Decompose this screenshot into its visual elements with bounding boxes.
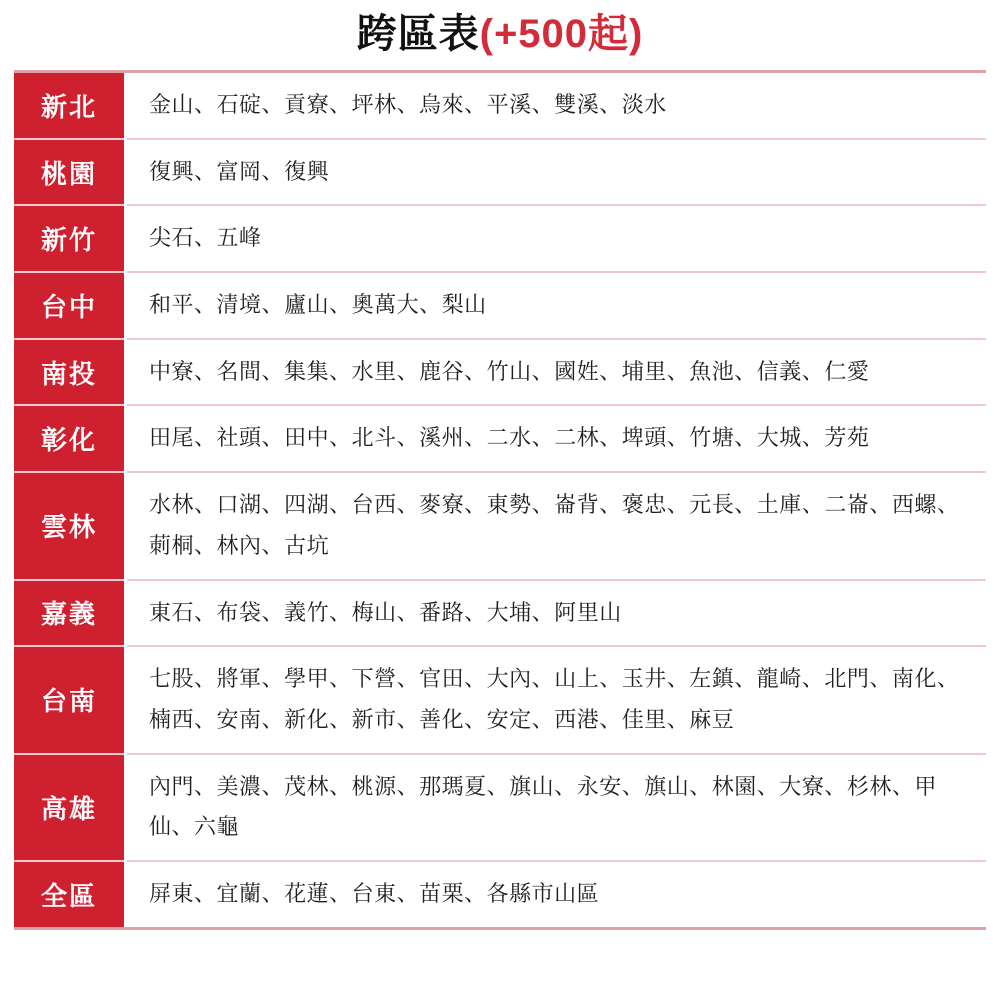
zone-name-cell: 台南 — [14, 646, 126, 753]
area-item: 義竹 — [284, 599, 330, 625]
table-row — [14, 861, 986, 927]
zone-table-wrapper — [14, 70, 986, 930]
area-item: 甲仙 — [149, 773, 937, 840]
area-item: 各縣市山區 — [486, 880, 600, 906]
area-item: 名間 — [216, 358, 262, 384]
area-separator: 、 — [531, 92, 555, 117]
area-item: 下營 — [351, 666, 397, 692]
area-separator: 、 — [329, 425, 352, 451]
area-item: 七股 — [149, 666, 195, 692]
area-item: 安南 — [216, 706, 262, 732]
area-item: 南化 — [891, 666, 937, 692]
area-separator: 、 — [396, 358, 420, 384]
area-item: 金山 — [149, 92, 195, 117]
area-separator: 、 — [801, 358, 825, 384]
area-item: 玉井 — [621, 666, 667, 692]
area-item: 國姓 — [554, 358, 600, 384]
area-separator: 、 — [734, 492, 757, 518]
area-item: 楠西 — [149, 706, 195, 732]
area-separator: 、 — [599, 425, 622, 451]
area-separator: 、 — [936, 492, 960, 518]
area-item: 六龜 — [194, 814, 240, 840]
table-row — [14, 472, 986, 579]
area-item: 石碇 — [216, 92, 262, 117]
area-separator: 、 — [666, 492, 690, 518]
zone-area-list-cell — [126, 405, 987, 472]
area-item: 竹塘 — [689, 425, 735, 451]
area-separator: 、 — [194, 358, 217, 384]
area-item: 北斗 — [351, 425, 397, 451]
area-item: 口湖 — [216, 492, 262, 518]
zone-name-cell: 台中 — [14, 272, 126, 339]
area-item: 大城 — [756, 425, 802, 451]
area-item: 大寮 — [779, 773, 825, 799]
area-separator: 、 — [599, 666, 622, 692]
area-item: 那瑪夏 — [419, 773, 487, 799]
area-separator: 、 — [194, 666, 217, 692]
area-item: 二水 — [486, 425, 532, 451]
area-separator: 、 — [194, 599, 217, 625]
area-separator: 、 — [599, 492, 622, 518]
zone-area-list-cell — [126, 646, 987, 753]
area-item: 二崙 — [824, 492, 870, 518]
area-separator: 、 — [261, 292, 285, 318]
area-item: 埔里 — [621, 358, 667, 384]
area-separator: 、 — [531, 492, 555, 518]
area-item: 貢寮 — [284, 92, 330, 117]
area-separator: 、 — [464, 492, 487, 518]
area-item: 奧萬大 — [351, 292, 420, 318]
area-item: 溪州 — [419, 425, 465, 451]
area-separator: 、 — [666, 358, 690, 384]
table-row — [14, 73, 986, 139]
area-separator: 、 — [194, 773, 217, 799]
area-item: 雙溪 — [554, 92, 600, 117]
area-item: 麥寮 — [419, 492, 465, 518]
area-item: 西螺 — [891, 492, 937, 518]
area-separator: 、 — [824, 773, 847, 799]
area-item: 平溪 — [486, 92, 532, 117]
area-item: 梅山 — [351, 599, 397, 625]
area-separator: 、 — [329, 599, 352, 625]
zone-name-cell: 桃園 — [14, 139, 126, 206]
area-item: 二林 — [554, 425, 600, 451]
area-item: 桃源 — [351, 773, 397, 799]
area-separator: 、 — [329, 773, 352, 799]
area-separator: 、 — [194, 880, 217, 906]
zone-area-list-cell — [126, 754, 987, 861]
area-separator: 、 — [464, 358, 487, 384]
area-separator: 、 — [464, 425, 487, 451]
area-separator: 、 — [194, 292, 217, 318]
zone-table-body — [14, 73, 986, 927]
area-item: 佳里 — [621, 706, 667, 732]
area-separator: 、 — [194, 532, 217, 558]
area-item: 鹿谷 — [419, 358, 465, 384]
zone-area-list-cell — [126, 580, 987, 647]
area-separator: 、 — [396, 706, 420, 732]
table-row — [14, 205, 986, 272]
area-item: 苗栗 — [419, 880, 465, 906]
area-separator: 、 — [396, 92, 420, 117]
zone-table — [14, 73, 986, 927]
area-separator: 、 — [396, 599, 420, 625]
zone-area-list-cell — [126, 205, 987, 272]
zone-area-list-cell — [126, 861, 987, 927]
area-separator: 、 — [419, 292, 442, 318]
area-separator: 、 — [666, 666, 690, 692]
area-separator: 、 — [329, 292, 352, 318]
area-item: 廬山 — [284, 292, 330, 318]
area-separator: 、 — [194, 92, 217, 117]
area-item: 茂林 — [284, 773, 330, 799]
area-item: 和平 — [149, 292, 195, 318]
area-item: 台西 — [351, 492, 397, 518]
table-row — [14, 580, 986, 647]
area-item: 新市 — [351, 706, 397, 732]
page-title-accent: (+500起) — [479, 12, 644, 56]
area-separator: 、 — [194, 492, 217, 518]
area-item: 左鎮 — [689, 666, 735, 692]
area-separator: 、 — [891, 773, 915, 799]
area-separator: 、 — [329, 358, 352, 384]
area-separator: 、 — [666, 425, 690, 451]
area-separator: 、 — [531, 666, 555, 692]
area-separator: 、 — [801, 425, 825, 451]
area-separator: 、 — [194, 425, 217, 451]
area-separator: 、 — [396, 880, 420, 906]
area-separator: 、 — [194, 225, 217, 251]
area-item: 麻豆 — [689, 706, 735, 732]
area-item: 四湖 — [284, 492, 330, 518]
area-item: 將軍 — [216, 666, 262, 692]
area-item: 仁愛 — [824, 358, 870, 384]
area-separator: 、 — [464, 666, 487, 692]
area-separator: 、 — [396, 425, 420, 451]
area-separator: 、 — [734, 358, 757, 384]
table-row — [14, 339, 986, 406]
area-separator: 、 — [261, 599, 285, 625]
area-separator: 、 — [261, 666, 285, 692]
area-item: 社頭 — [216, 425, 262, 451]
area-item: 東石 — [149, 599, 195, 625]
area-item: 水里 — [351, 358, 397, 384]
area-item: 美濃 — [216, 773, 262, 799]
zone-area-list-cell — [126, 73, 987, 139]
area-item: 田中 — [284, 425, 330, 451]
area-item: 林內 — [216, 532, 262, 558]
area-item: 番路 — [419, 599, 465, 625]
area-separator: 、 — [621, 773, 645, 799]
area-separator: 、 — [261, 492, 285, 518]
area-item: 尖石 — [149, 225, 195, 251]
area-separator: 、 — [329, 666, 352, 692]
zone-name-cell: 南投 — [14, 339, 126, 406]
area-separator: 、 — [734, 666, 757, 692]
area-item: 信義 — [756, 358, 802, 384]
area-item: 梨山 — [441, 292, 487, 318]
area-item: 魚池 — [689, 358, 735, 384]
area-item: 屏東 — [149, 880, 195, 906]
area-item: 烏來 — [419, 92, 465, 117]
page-title — [0, 0, 1000, 70]
area-separator: 、 — [464, 599, 487, 625]
area-item: 大內 — [486, 666, 532, 692]
area-separator: 、 — [464, 92, 487, 117]
area-item: 林園 — [711, 773, 757, 799]
zone-name-cell: 新北 — [14, 73, 126, 139]
area-item: 宜蘭 — [216, 880, 262, 906]
zone-area-list-cell — [126, 339, 987, 406]
area-item: 土庫 — [756, 492, 802, 518]
table-row — [14, 139, 986, 206]
area-item: 莿桐 — [149, 532, 195, 558]
area-item: 埤頭 — [621, 425, 667, 451]
area-separator: 、 — [464, 880, 487, 906]
area-item: 布袋 — [216, 599, 262, 625]
area-item: 旗山 — [644, 773, 690, 799]
area-separator: 、 — [171, 814, 195, 840]
area-separator: 、 — [756, 773, 780, 799]
area-separator: 、 — [599, 92, 622, 117]
area-separator: 、 — [261, 358, 285, 384]
area-separator: 、 — [261, 532, 285, 558]
area-separator: 、 — [689, 773, 712, 799]
area-item: 花蓮 — [284, 880, 330, 906]
area-item: 學甲 — [284, 666, 330, 692]
table-row — [14, 754, 986, 861]
area-item: 褒忠 — [621, 492, 667, 518]
area-separator: 、 — [531, 358, 555, 384]
area-separator: 、 — [531, 706, 555, 732]
area-separator: 、 — [486, 773, 510, 799]
area-item: 永安 — [576, 773, 622, 799]
area-separator: 、 — [329, 92, 352, 117]
area-separator: 、 — [531, 599, 555, 625]
area-item: 大埔 — [486, 599, 532, 625]
area-separator: 、 — [531, 425, 555, 451]
area-item: 西港 — [554, 706, 600, 732]
area-separator: 、 — [396, 492, 420, 518]
area-item: 復興 — [149, 158, 195, 184]
area-separator: 、 — [734, 425, 757, 451]
zone-name-cell: 全區 — [14, 861, 126, 927]
area-item: 龍崎 — [756, 666, 802, 692]
zone-area-list-cell — [126, 472, 987, 579]
zone-name-cell: 彰化 — [14, 405, 126, 472]
area-separator: 、 — [329, 492, 352, 518]
area-separator: 、 — [194, 706, 217, 732]
zone-name-cell: 高雄 — [14, 754, 126, 861]
area-separator: 、 — [329, 880, 352, 906]
zone-name-cell: 雲林 — [14, 472, 126, 579]
area-separator: 、 — [869, 492, 892, 518]
area-separator: 、 — [261, 92, 285, 117]
area-item: 元長 — [689, 492, 735, 518]
area-item: 五峰 — [216, 225, 262, 251]
area-separator: 、 — [194, 158, 217, 184]
area-item: 淡水 — [621, 92, 667, 117]
page-title-main: 跨區表 — [356, 12, 480, 56]
area-item: 台東 — [351, 880, 397, 906]
area-item: 內門 — [149, 773, 195, 799]
area-item: 阿里山 — [554, 599, 622, 625]
area-item: 旗山 — [509, 773, 555, 799]
area-separator: 、 — [396, 666, 420, 692]
area-separator: 、 — [666, 706, 690, 732]
area-separator: 、 — [261, 880, 285, 906]
area-item: 安定 — [486, 706, 532, 732]
area-separator: 、 — [261, 425, 285, 451]
area-item: 水林 — [149, 492, 195, 518]
area-item: 東勢 — [486, 492, 532, 518]
zone-area-list-cell — [126, 272, 987, 339]
area-item: 古坑 — [284, 532, 330, 558]
area-separator: 、 — [261, 158, 285, 184]
zone-name-cell: 新竹 — [14, 205, 126, 272]
area-item: 清境 — [216, 292, 262, 318]
area-separator: 、 — [464, 706, 487, 732]
area-item: 富岡 — [216, 158, 262, 184]
table-row — [14, 646, 986, 753]
area-separator: 、 — [599, 706, 622, 732]
area-separator: 、 — [554, 773, 577, 799]
area-separator: 、 — [261, 773, 285, 799]
area-separator: 、 — [936, 666, 960, 692]
area-item: 善化 — [419, 706, 465, 732]
area-separator: 、 — [599, 358, 622, 384]
area-item: 復興 — [284, 158, 330, 184]
area-item: 官田 — [419, 666, 465, 692]
area-item: 新化 — [284, 706, 330, 732]
area-item: 坪林 — [351, 92, 397, 117]
area-separator: 、 — [261, 706, 285, 732]
area-item: 田尾 — [149, 425, 195, 451]
area-item: 山上 — [554, 666, 600, 692]
area-item: 芳苑 — [824, 425, 870, 451]
area-separator: 、 — [329, 706, 352, 732]
area-item: 崙背 — [554, 492, 600, 518]
area-item: 中寮 — [149, 358, 195, 384]
area-separator: 、 — [801, 666, 825, 692]
area-item: 竹山 — [486, 358, 532, 384]
area-item: 杉林 — [846, 773, 892, 799]
zone-area-list-cell — [126, 139, 987, 206]
zone-name-cell: 嘉義 — [14, 580, 126, 647]
area-separator: 、 — [396, 773, 420, 799]
area-separator: 、 — [801, 492, 825, 518]
area-item: 北門 — [824, 666, 870, 692]
table-row — [14, 272, 986, 339]
table-row — [14, 405, 986, 472]
area-item: 集集 — [284, 358, 330, 384]
area-separator: 、 — [869, 666, 892, 692]
